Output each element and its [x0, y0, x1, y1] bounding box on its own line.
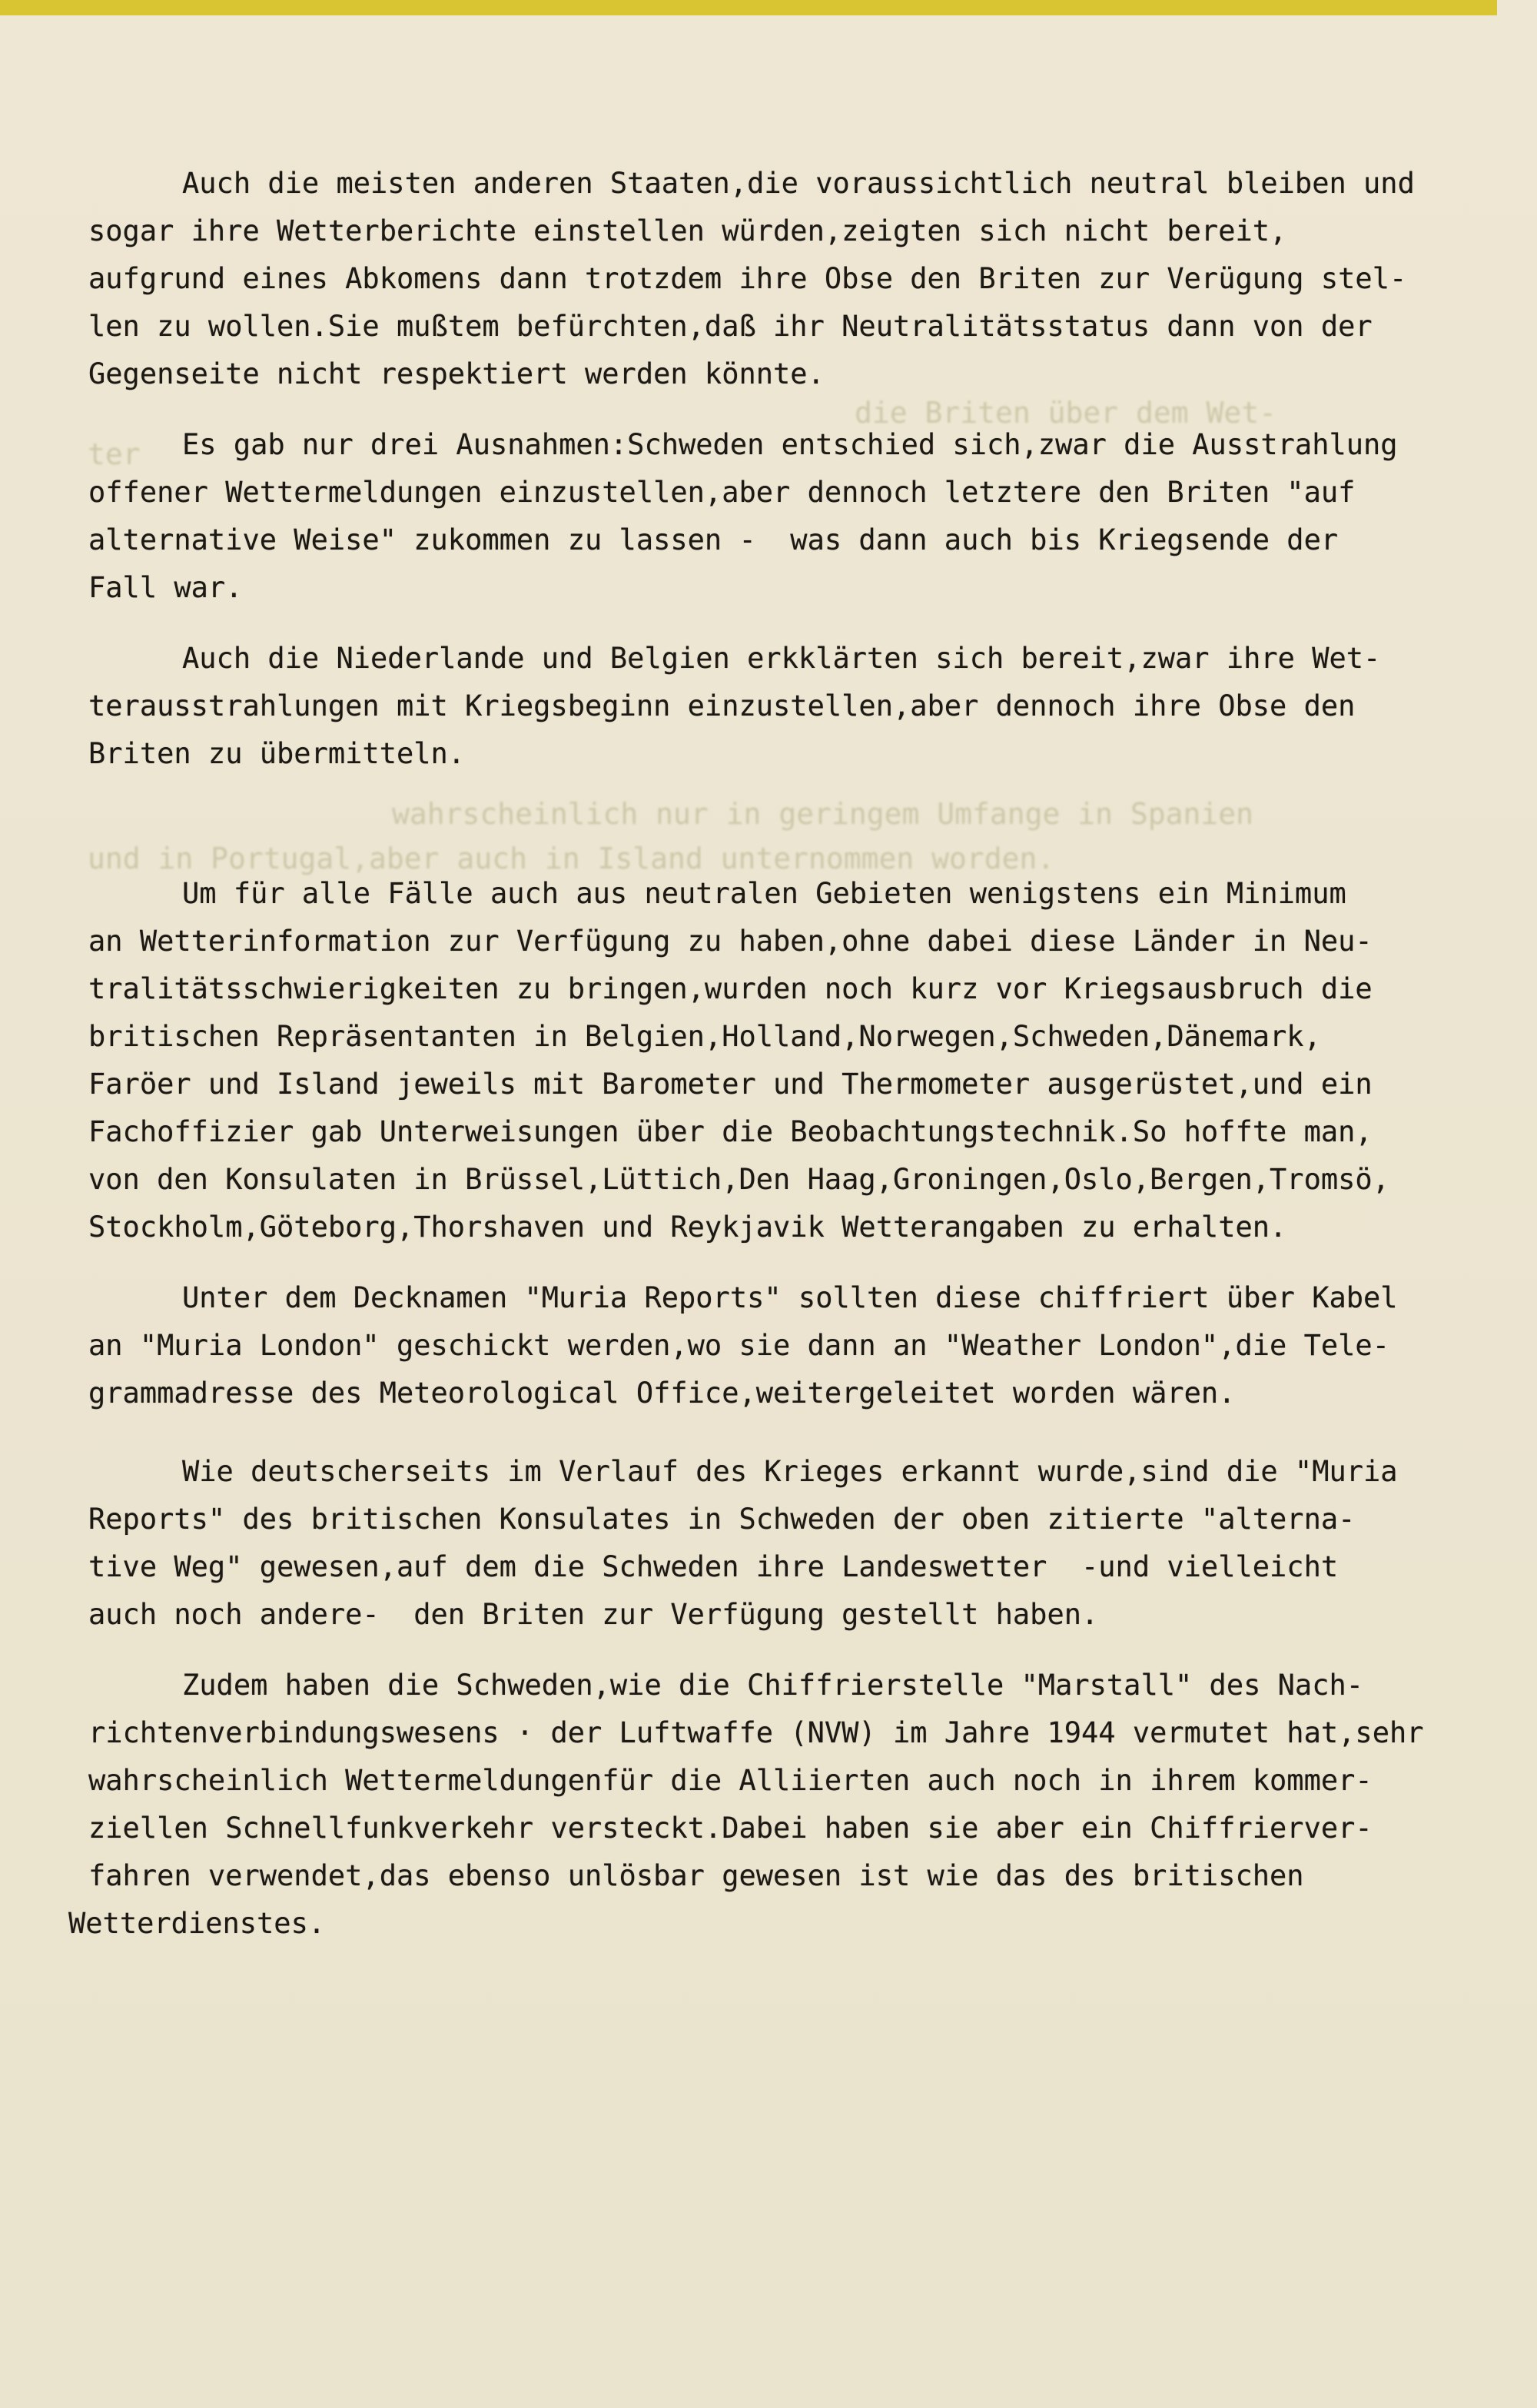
text-line: Wetterdienstes.: [68, 1907, 326, 1940]
text-line: Auch die Niederlande und Belgien erkklärten sich bereit,zwar ihre Wet-: [182, 642, 1381, 675]
bleedthrough-text: die Briten über dem Wet-: [855, 396, 1277, 430]
bleedthrough-text: ter: [88, 437, 141, 471]
paragraph-2: [88, 421, 1464, 612]
text-line: tralitätsschwierigkeiten zu bringen,wurden noch kurz vor Kriegsausbruch die: [88, 972, 1373, 1005]
text-line: Auch die meisten anderen Staaten,die voraussichtlich neutral bleiben und: [182, 167, 1415, 200]
bleedthrough-text: und in Portugal,aber auch in Island unternommen worden.: [88, 842, 1055, 875]
text-line: von den Konsulaten in Brüssel,Lüttich,Den Haag,Groningen,Oslo,Bergen,Tromsö,: [88, 1163, 1389, 1196]
paragraph-7: [68, 1662, 1464, 1948]
text-line: auch noch andere- den Briten zur Verfügung gestellt haben.: [88, 1598, 1099, 1631]
text-line: an Wetterinformation zur Verfügung zu haben,ohne dabei diese Länder in Neu-: [88, 925, 1373, 958]
text-line: Es gab nur drei Ausnahmen:Schweden entschied sich,zwar die Ausstrahlung: [182, 428, 1398, 461]
document-body: [68, 160, 1464, 1948]
text-line: Um für alle Fälle auch aus neutralen Gebieten wenigstens ein Minimum: [182, 877, 1346, 910]
text-line: len zu wollen.Sie mußtem befürchten,daß ihr Neutralitätsstatus dann von der: [88, 310, 1373, 343]
text-line: terausstrahlungen mit Kriegsbeginn einzustellen,aber dennoch ihre Obse den: [88, 689, 1356, 722]
text-line: Gegenseite nicht respektiert werden könnte.: [88, 357, 825, 390]
paragraph-5: [88, 1274, 1464, 1417]
text-line: an "Muria London" geschickt werden,wo sie dann an "Weather London",die Tele-: [88, 1329, 1389, 1362]
text-line: britischen Repräsentanten in Belgien,Holland,Norwegen,Schweden,Dänemark,: [88, 1020, 1321, 1053]
text-line: Stockholm,Göteborg,Thorshaven und Reykjavik Wetterangaben zu erhalten.: [88, 1211, 1287, 1244]
text-line: richtenverbindungswesens · der Luftwaffe (NVW) im Jahre 1944 vermutet hat,sehr: [88, 1716, 1424, 1749]
text-line: Fall war.: [88, 571, 243, 604]
text-line: Briten zu übermitteln.: [88, 737, 466, 770]
text-line: tive Weg" gewesen,auf dem die Schweden ihre Landeswetter -und vielleicht: [88, 1550, 1339, 1583]
text-line: ziellen Schnellfunkverkehr versteckt.Dabei haben sie aber ein Chiffrierver-: [88, 1812, 1373, 1845]
paragraph-4: [88, 870, 1464, 1251]
text-line: alternative Weise" zukommen zu lassen - was dann auch bis Kriegsende der: [88, 523, 1339, 556]
bleedthrough-text: wahrscheinlich nur in geringem Umfange in Spanien: [392, 797, 1254, 831]
paragraph-6: [88, 1448, 1464, 1639]
text-line: Fachoffizier gab Unterweisungen über die Beobachtungstechnik.So hoffte man,: [88, 1115, 1373, 1148]
text-line: grammadresse des Meteorological Office,weitergeleitet worden wären.: [88, 1377, 1236, 1410]
text-line: wahrscheinlich Wettermeldungenfür die Alliierten auch noch in ihrem kommer-: [88, 1764, 1373, 1797]
text-line: Wie deutscherseits im Verlauf des Krieges erkannt wurde,sind die "Muria: [182, 1455, 1398, 1488]
text-line: Reports" des britischen Konsulates in Schweden der oben zitierte "alterna-: [88, 1503, 1356, 1536]
scan-edge-strip: [0, 0, 1497, 15]
text-line: offener Wettermeldungen einzustellen,aber dennoch letztere den Briten "auf: [88, 476, 1356, 509]
paragraph-3: [88, 635, 1464, 778]
paragraph-1: [88, 160, 1464, 398]
text-line: aufgrund eines Abkomens dann trotzdem ihre Obse den Briten zur Verügung stel-: [88, 262, 1407, 295]
text-line: Faröer und Island jeweils mit Barometer und Thermometer ausgerüstet,und ein: [88, 1068, 1373, 1101]
text-line: sogar ihre Wetterberichte einstellen würden,zeigten sich nicht bereit,: [88, 214, 1287, 247]
text-line: fahren verwendet,das ebenso unlösbar gewesen ist wie das des britischen: [88, 1859, 1304, 1892]
text-line: Unter dem Decknamen "Muria Reports" sollten diese chiffriert über Kabel: [182, 1281, 1398, 1314]
text-line: Zudem haben die Schweden,wie die Chiffrierstelle "Marstall" des Nach-: [182, 1669, 1364, 1702]
